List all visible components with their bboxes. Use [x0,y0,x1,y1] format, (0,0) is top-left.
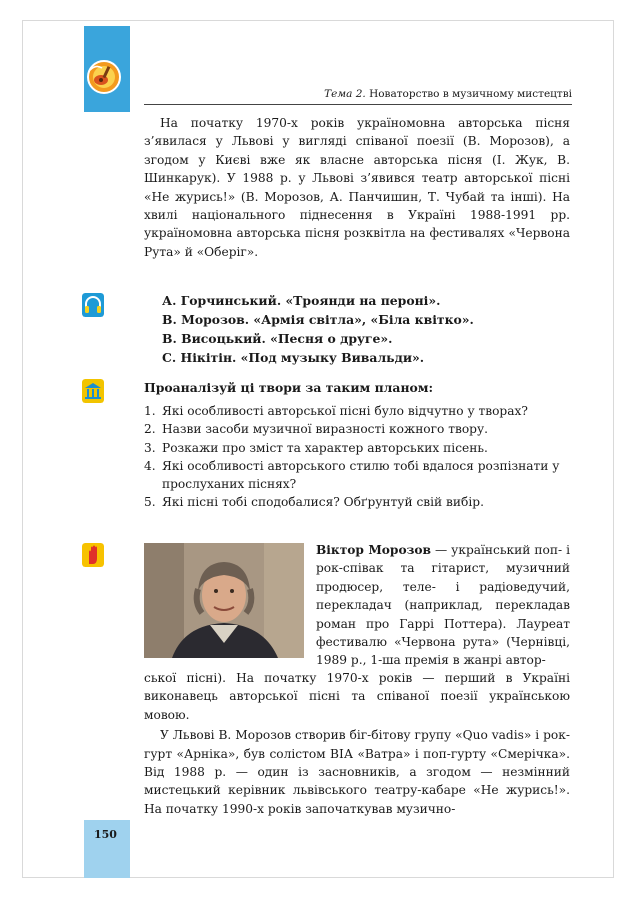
list-item: 2. Назви засоби музичної виразності кожного твору. [144,422,489,437]
listening-list [162,291,474,367]
list-item: 4. Які особливості авторського стилю тобі вдалося розпізнати у прослуханих піснях? [144,458,560,492]
list-item: 5. Які пісні тобі сподобалися? Обґрунтуй свій вибір. [144,495,484,510]
portrait-photo [144,543,304,658]
task-heading: Проаналізуй ці твори за таким планом: [144,380,434,395]
list-item: А. Горчинський. «Троянди на пероні». [162,293,441,308]
bio-lead: — український поп- і рок-співак та гітарист, музичний продюсер, теле- і радіоведучий, перекладач (наприклад, перекладав роман про Гаррі Поттера). Лауреат фестивалю «Червона рута» (Чернівці, 1989 р., 1-ша премія в жанрі автор- [316,543,571,668]
portrait-illustration [144,543,304,658]
list-item: С. Нікітін. «Под музыку Вивальди». [162,350,425,365]
headphones-icon [82,293,104,317]
list-item: В. Висоцький. «Песня о друге». [162,331,393,346]
museum-icon [82,379,104,403]
bio-continuation [144,669,570,818]
topic-number: Тема 2. [324,88,366,100]
page-number: 150 [94,828,117,841]
running-header [144,88,572,100]
bio-rest-text: ської пісні). На початку 1970-х років — перший в Україні виконавець авторської пісні та співаної поезії українською мовою. [144,671,570,722]
raised-hand-icon [82,543,104,567]
task-list [144,402,570,512]
list-item: В. Морозов. «Армія світла», «Біла квітко». [162,312,474,327]
bio-name: Віктор Морозов [316,543,431,557]
list-item: 3. Розкажи про зміст та характер авторських пісень. [144,440,488,455]
header-rule [144,104,572,105]
topic-title: Новаторство в музичному мистецтві [369,88,572,100]
list-item: 1. Які особливості авторської пісні було відчутно у творах? [144,404,528,418]
lute-emblem-icon [84,56,124,96]
intro-paragraph: На початку 1970-х років україномовна авторська пісня з’явилася у Львові у вигляді співаної поезії (В. Морозов), а згодом у Києві вже як власне авторська пісня (І. Жук, В. Шинкарук). У 1988 р. у Львові з’явився театр авторської пісні «Не журись!» (В. Морозов, А. Панчишин, Т. Чубай та інші). На хвилі національного піднесення в Україні 1988-1991 рр. україномовна авторська пісня розквітла на фестивалях «Червона Рута» й «Оберіг». [144,116,570,259]
bio-paragraph-2: У Львові В. Морозов створив біг-бітову групу «Quo vadis» і рок-гурт «Арніка», був солістом ВІА «Ватра» і поп-гурту «Смерічка». Від 1988 р. — один із засновників, а згодом — незмінний мистецький керівник львівського театру-кабаре «Не журись!». На початку 1990-х років започаткував музично- [144,728,570,816]
bio-paragraph [316,541,570,670]
